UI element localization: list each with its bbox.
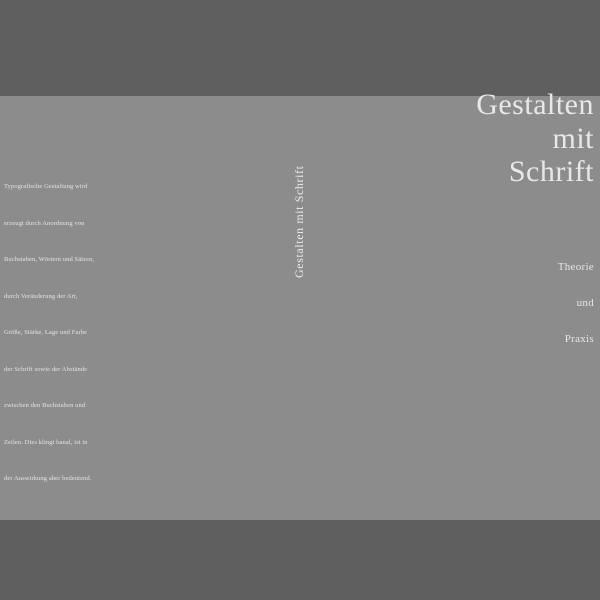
body-line: zwischen den Buchstaben und — [4, 402, 86, 409]
body-text-column — [4, 184, 234, 513]
headline-line-3: Schrift — [508, 155, 594, 189]
subheading-und: und — [576, 297, 594, 309]
subheading-theorie: Theorie — [557, 261, 594, 273]
poster-headline — [174, 88, 594, 189]
body-line: Typografische Gestaltung wird — [4, 183, 88, 190]
body-line: der Auswirkung aber bedeutend. — [4, 475, 92, 482]
body-line: Buchstaben, Wörtern und Sätzen, — [4, 256, 95, 263]
body-line: Größe, Stärke, Lage und Farbe — [4, 329, 88, 336]
headline-line-2: mit — [552, 121, 594, 155]
headline-line-1: Gestalten — [476, 88, 594, 121]
body-line: Zeilen. Dies klingt banal, ist in — [4, 438, 88, 446]
subheading-praxis: Praxis — [564, 333, 594, 345]
body-line: erzeugt durch Anordnung von — [4, 219, 85, 227]
body-line: durch Veränderung der Art, — [4, 292, 78, 300]
vertical-title-label: Gestalten mit Schrift — [292, 165, 306, 278]
poster-subheadings — [174, 262, 594, 370]
body-line: der Schrift sowie der Abstände — [4, 365, 88, 373]
